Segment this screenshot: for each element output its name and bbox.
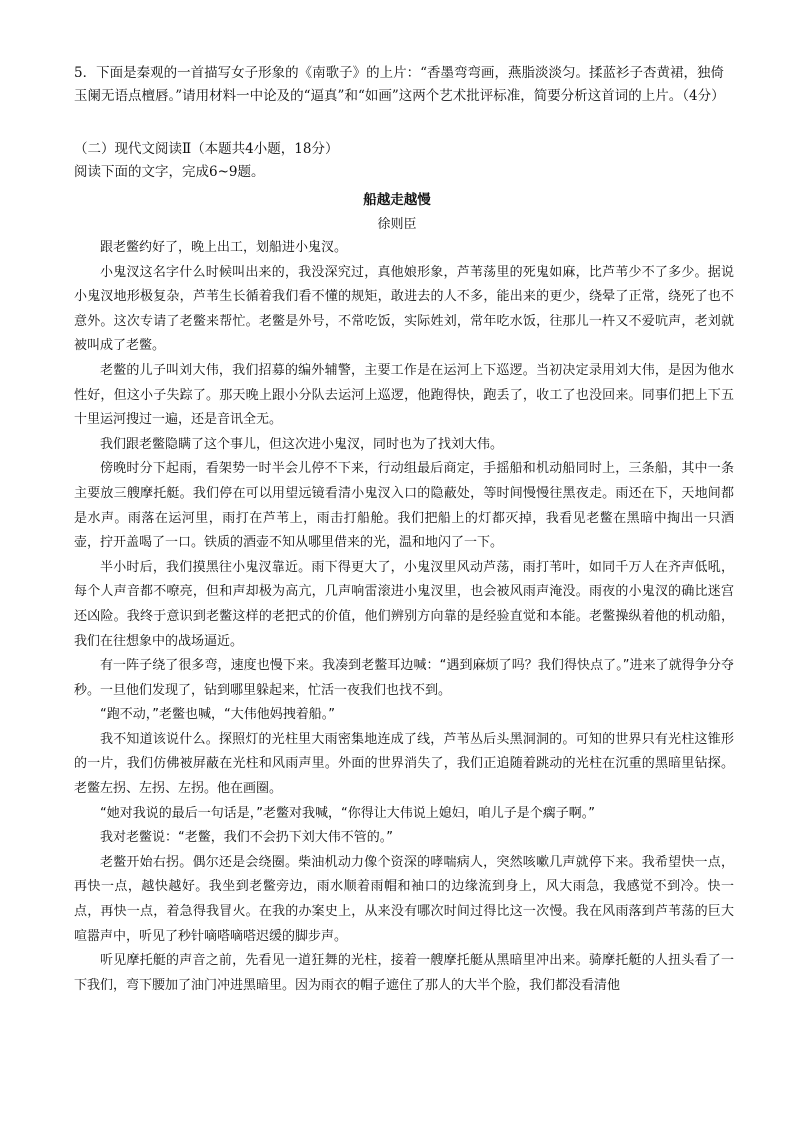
- story-paragraph: 半小时后，我们摸黑往小鬼汊靠近。雨下得更大了，小鬼汊里风动芦荡，雨打苇叶，如同千万人在齐声低吼，每个人声音都不嘹亮，但和声却极为高亢，几声响雷滚进小鬼汊里，也会被风雨声淹没。雨夜的小鬼汊的确比迷宫还凶险。我终于意识到老鳖这样的老把式的价值，他们辨别方向靠的是经验直觉和本能。老鳖操纵着他的机动船，我们在往想象中的战场逼近。: [74, 559, 734, 649]
- story-paragraph: 老鳖开始右拐。偶尔还是会绕圈。柴油机动力像个资深的哮喘病人，突然咳嗽几声就停下来。我希望快一点，再快一点，越快越好。我坐到老鳖旁边，雨水顺着雨帽和袖口的边缘流到身上，风大雨急，我感觉不到冷。快一点，再快一点，着急得我冒火。在我的办案史上，从来没有哪次时间过得比这一次慢。我在风雨落到芦苇荡的巨大喧嚣声中，听见了秒针嘀嗒嘀嗒迟缓的脚步声。: [74, 854, 734, 944]
- story-paragraph: 有一阵子绕了很多弯，速度也慢下来。我凑到老鳖耳边喊：“遇到麻烦了吗？我们得快点了。”进来了就得争分夺秒。一旦他们发现了，钻到哪里躲起来，忙活一夜我们也找不到。: [74, 658, 734, 698]
- story-paragraph: 跟老鳖约好了，晚上出工，划船进小鬼汊。: [100, 240, 348, 255]
- story-body: [74, 236, 734, 998]
- story-paragraph: 我对老鳖说：“老鳖，我们不会扔下刘大伟不管的。”: [100, 830, 393, 846]
- section-heading: （二）现代文阅读Ⅱ（本题共4小题，18分）: [74, 141, 339, 157]
- story-paragraph: 我不知道该说什么。探照灯的光柱里大雨密集地连成了线，芦苇丛后头黑洞洞的。可知的世界只有光柱这锥形的一片，我们仿佛被屏蔽在光柱和风雨声里。外面的世界消失了，我们正追随着跳动的光柱在沉重的黑暗里钻探。老鳖左拐、左拐、左拐。他在画圈。: [74, 731, 734, 797]
- question-5: 5．下面是秦观的一首描写女子形象的《南歌子》的上片：“香墨弯弯画，燕脂淡淡匀。揉蓝衫子杏黄裙，独倚玉阑无语点檀唇。”请用材料一中论及的“逼真”和“如画”这两个艺术批评标准，简要分析这首词的上片。（4分）: [74, 65, 725, 104]
- story-paragraph: 我们跟老鳖隐瞒了这个事儿，但这次进小鬼汊，同时也为了找刘大伟。: [100, 436, 504, 452]
- reading-instruction: 阅读下面的文字，完成6~9题。: [74, 164, 265, 180]
- story-paragraph: “她对我说的最后一句话是，”老鳖对我喊，“你得让大伟说上媳妇，咱儿子是个瘸子啊。”: [100, 805, 595, 821]
- story-paragraph: 老鳖的儿子叫刘大伟，我们招募的编外辅警，主要工作是在运河上下巡逻。当初决定录用刘大伟，是因为他水性好，但这小子失踪了。那天晚上跟小分队去运河上巡逻，他跑得快，跑丢了，收工了也没回来。同事们把上下五十里运河搜过一遍，还是音讯全无。: [74, 362, 734, 428]
- story-title: 船越走越慢: [363, 192, 431, 208]
- story-paragraph: “跑不动，”老鳖也喊，“大伟他妈拽着船。”: [100, 707, 335, 723]
- story-author: 徐则臣: [377, 217, 417, 232]
- story-paragraph: 小鬼汊这名字什么时候叫出来的，我没深究过，真他娘形象，芦苇荡里的死鬼如麻，比芦苇少不了多少。据说小鬼汊地形极复杂，芦苇生长循着我们看不懂的规矩，敢进去的人不多，能出来的更少，绕晕了正常，绕死了也不意外。这次专请了老鳖来帮忙。老鳖是外号，不常吃饭，实际姓刘，常年吃水饭，往那儿一杵又不爱吭声，老刘就被叫成了老鳖。: [74, 264, 734, 354]
- story-paragraph: 听见摩托艇的声音之前，先看见一道狂舞的光柱，接着一艘摩托艇从黑暗里冲出来。骑摩托艇的人扭头看了一下我们，弯下腰加了油门冲进黑暗里。因为雨衣的帽子遮住了那人的大半个脸，我们都没看清他: [74, 953, 734, 993]
- story-paragraph: 傍晚时分下起雨，看架势一时半会儿停不下来，行动组最后商定，手摇船和机动船同时上，三条船，其中一条主要放三艘摩托艇。我们停在可以用望远镜看清小鬼汊入口的隐蔽处，等时间慢慢往黑夜走。雨还在下，天地间都是水声。雨落在运河里，雨打在芦苇上，雨击打船舱。我们把船上的灯都灭掉，我看见老鳖在黑暗中掏出一只酒壶，拧开盖喝了一口。铁质的酒壶不知从哪里借来的光，温和地闪了一下。: [74, 461, 734, 551]
